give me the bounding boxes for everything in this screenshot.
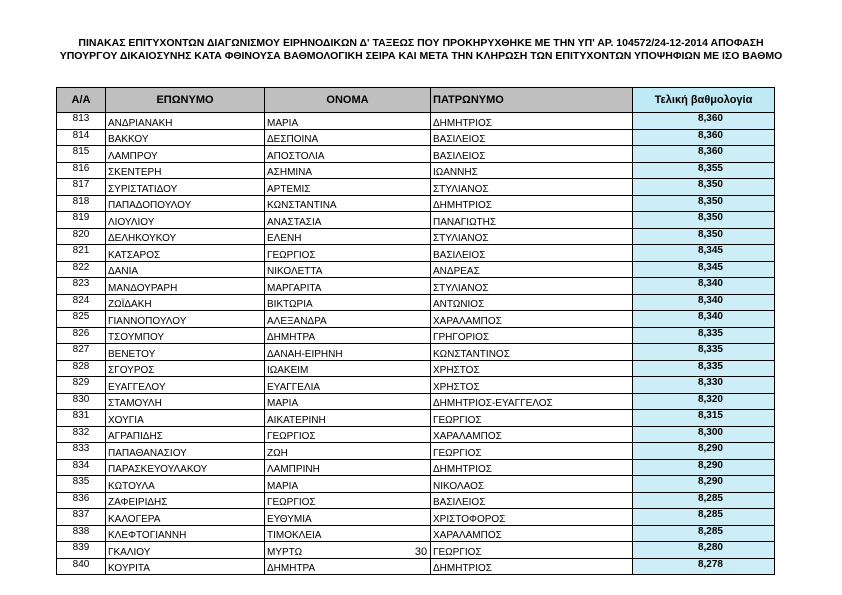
- table-row: [57, 113, 775, 130]
- table-row: [57, 344, 775, 361]
- table-row: [57, 377, 775, 394]
- cell-surname: ΔΑΝΙΑ: [106, 261, 265, 278]
- cell-final-score: 8,345: [633, 261, 775, 278]
- cell-name: ΔΕΣΠΟΙΝΑ: [265, 129, 431, 146]
- cell-aa: 840: [57, 558, 106, 575]
- cell-patronymic: ΔΗΜΗΤΡΙΟΣ: [431, 459, 633, 476]
- cell-patronymic: ΒΑΣΙΛΕΙΟΣ: [431, 245, 633, 262]
- table-row: [57, 311, 775, 328]
- cell-patronymic: ΓΡΗΓΟΡΙΟΣ: [431, 327, 633, 344]
- cell-final-score: 8,285: [633, 525, 775, 542]
- cell-final-score: 8,350: [633, 179, 775, 196]
- cell-aa: 836: [57, 492, 106, 509]
- column-header-surname: ΕΠΩΝΥΜΟ: [106, 88, 265, 113]
- cell-surname: ΚΑΤΣΑΡΟΣ: [106, 245, 265, 262]
- cell-final-score: 8,355: [633, 162, 775, 179]
- table-row: [57, 278, 775, 295]
- cell-aa: 816: [57, 162, 106, 179]
- cell-final-score: 8,280: [633, 542, 775, 559]
- cell-aa: 821: [57, 245, 106, 262]
- cell-surname: ΚΑΛΟΓΕΡΑ: [106, 509, 265, 526]
- cell-name: ΚΩΝΣΤΑΝΤΙΝΑ: [265, 195, 431, 212]
- table-row: [57, 327, 775, 344]
- cell-patronymic: ΧΑΡΑΛΑΜΠΟΣ: [431, 426, 633, 443]
- table-row: [57, 393, 775, 410]
- cell-final-score: 8,340: [633, 311, 775, 328]
- cell-patronymic: ΣΤΥΛΙΑΝΟΣ: [431, 278, 633, 295]
- cell-final-score: 8,350: [633, 195, 775, 212]
- cell-patronymic: ΣΤΥΛΙΑΝΟΣ: [431, 228, 633, 245]
- cell-surname: ΒΑΚΚΟΥ: [106, 129, 265, 146]
- cell-name: ΑΛΕΞΑΝΔΡΑ: [265, 311, 431, 328]
- cell-patronymic: ΧΑΡΑΛΑΜΠΟΣ: [431, 525, 633, 542]
- cell-aa: 815: [57, 146, 106, 163]
- cell-name: ΑΝΑΣΤΑΣΙΑ: [265, 212, 431, 229]
- cell-final-score: 8,335: [633, 344, 775, 361]
- cell-aa: 831: [57, 410, 106, 427]
- cell-aa: 825: [57, 311, 106, 328]
- cell-surname: ΛΑΜΠΡΟΥ: [106, 146, 265, 163]
- cell-aa: 826: [57, 327, 106, 344]
- table-row: [57, 146, 775, 163]
- cell-name: ΜΑΡΓΑΡΙΤΑ: [265, 278, 431, 295]
- cell-name: ΕΥΘΥΜΙΑ: [265, 509, 431, 526]
- document-title-line-2: ΥΠΟΥΡΓΟΥ ΔΙΚΑΙΟΣΥΝΗΣ ΚΑΤΑ ΦΘΙΝΟΥΣΑ ΒΑΘΜΟΛΟΓΙΚΗ ΣΕΙΡΑ ΚΑΙ ΜΕΤΑ ΤΗΝ ΚΛΗΡΩΣΗ ΤΩΝ ΕΠΙΤΥΧΟΝΤΩΝ ΥΠΟΨΗΦΙΩΝ ΜΕ ΙΣΟ ΒΑΘΜΟ: [59, 50, 783, 62]
- table-row: [57, 476, 775, 493]
- cell-final-score: 8,320: [633, 393, 775, 410]
- cell-patronymic: ΧΡΙΣΤΟΦΟΡΟΣ: [431, 509, 633, 526]
- cell-final-score: 8,290: [633, 443, 775, 460]
- cell-patronymic: ΔΗΜΗΤΡΙΟΣ: [431, 558, 633, 575]
- cell-patronymic: ΧΡΗΣΤΟΣ: [431, 377, 633, 394]
- cell-aa: 827: [57, 344, 106, 361]
- cell-aa: 819: [57, 212, 106, 229]
- cell-surname: ΠΑΡΑΣΚΕΥΟΥΛΑΚΟΥ: [106, 459, 265, 476]
- cell-surname: ΤΣΟΥΜΠΟΥ: [106, 327, 265, 344]
- cell-aa: 823: [57, 278, 106, 295]
- table-row: [57, 509, 775, 526]
- table-row: [57, 443, 775, 460]
- cell-final-score: 8,315: [633, 410, 775, 427]
- cell-aa: 822: [57, 261, 106, 278]
- cell-name: ΜΑΡΙΑ: [265, 113, 431, 130]
- table-row: [57, 261, 775, 278]
- table-row: [57, 294, 775, 311]
- cell-aa: 832: [57, 426, 106, 443]
- cell-surname: ΖΩΪΔΑΚΗ: [106, 294, 265, 311]
- cell-name: ΑΙΚΑΤΕΡΙΝΗ: [265, 410, 431, 427]
- cell-surname: ΑΓΡΑΠΙΔΗΣ: [106, 426, 265, 443]
- cell-aa: 828: [57, 360, 106, 377]
- cell-surname: ΖΑΦΕΙΡΙΔΗΣ: [106, 492, 265, 509]
- table-row: [57, 212, 775, 229]
- cell-patronymic: ΒΑΣΙΛΕΙΟΣ: [431, 146, 633, 163]
- cell-name: ΖΩΗ: [265, 443, 431, 460]
- cell-surname: ΓΚΑΛΙΟΥ: [106, 542, 265, 559]
- cell-aa: 829: [57, 377, 106, 394]
- table-row: [57, 525, 775, 542]
- cell-aa: 833: [57, 443, 106, 460]
- table-row: [57, 179, 775, 196]
- cell-aa: 830: [57, 393, 106, 410]
- cell-name: ΜΑΡΙΑ: [265, 476, 431, 493]
- cell-patronymic: ΔΗΜΗΤΡΙΟΣ: [431, 195, 633, 212]
- cell-final-score: 8,300: [633, 426, 775, 443]
- cell-aa: 818: [57, 195, 106, 212]
- cell-name: ΤΙΜΟΚΛΕΙΑ: [265, 525, 431, 542]
- cell-aa: 817: [57, 179, 106, 196]
- cell-aa: 835: [57, 476, 106, 493]
- cell-patronymic: ΣΤΥΛΙΑΝΟΣ: [431, 179, 633, 196]
- table-row: [57, 360, 775, 377]
- table-body: [57, 113, 775, 575]
- cell-final-score: 8,335: [633, 327, 775, 344]
- cell-aa: 813: [57, 113, 106, 130]
- column-header-patronymic: ΠΑΤΡΩΝΥΜΟ: [431, 88, 633, 113]
- cell-patronymic: ΑΝΤΩΝΙΟΣ: [431, 294, 633, 311]
- cell-patronymic: ΧΡΗΣΤΟΣ: [431, 360, 633, 377]
- cell-aa: 837: [57, 509, 106, 526]
- cell-name: ΔΑΝΑΗ-ΕΙΡΗΝΗ: [265, 344, 431, 361]
- cell-patronymic: ΚΩΝΣΤΑΝΤΙΝΟΣ: [431, 344, 633, 361]
- column-header-aa: Α/Α: [57, 88, 106, 113]
- table-header-row: [57, 88, 775, 113]
- cell-surname: ΚΛΕΦΤΟΓΙΑΝΝΗ: [106, 525, 265, 542]
- cell-name: ΕΛΕΝΗ: [265, 228, 431, 245]
- cell-patronymic: ΓΕΩΡΓΙΟΣ: [431, 410, 633, 427]
- cell-final-score: 8,335: [633, 360, 775, 377]
- cell-surname: ΔΕΛΗΚΟΥΚΟΥ: [106, 228, 265, 245]
- cell-surname: ΣΚΕΝΤΕΡΗ: [106, 162, 265, 179]
- cell-surname: ΣΥΡΙΣΤΑΤΙΔΟΥ: [106, 179, 265, 196]
- cell-final-score: 8,360: [633, 129, 775, 146]
- cell-patronymic: ΒΑΣΙΛΕΙΟΣ: [431, 129, 633, 146]
- cell-surname: ΒΕΝΕΤΟΥ: [106, 344, 265, 361]
- cell-surname: ΓΙΑΝΝΟΠΟΥΛΟΥ: [106, 311, 265, 328]
- cell-patronymic: ΒΑΣΙΛΕΙΟΣ: [431, 492, 633, 509]
- cell-name: ΔΗΜΗΤΡΑ: [265, 327, 431, 344]
- cell-patronymic: ΑΝΔΡΕΑΣ: [431, 261, 633, 278]
- cell-name: ΓΕΩΡΓΙΟΣ: [265, 245, 431, 262]
- cell-aa: 824: [57, 294, 106, 311]
- cell-surname: ΣΓΟΥΡΟΣ: [106, 360, 265, 377]
- table-row: [57, 459, 775, 476]
- cell-name: ΜΑΡΙΑ: [265, 393, 431, 410]
- table-row: [57, 129, 775, 146]
- cell-name: ΙΩΑΚΕΙΜ: [265, 360, 431, 377]
- cell-final-score: 8,360: [633, 146, 775, 163]
- cell-surname: ΠΑΠΑΔΟΠΟΥΛΟΥ: [106, 195, 265, 212]
- cell-final-score: 8,360: [633, 113, 775, 130]
- cell-final-score: 8,340: [633, 294, 775, 311]
- cell-name: ΓΕΩΡΓΙΟΣ: [265, 492, 431, 509]
- cell-name: ΕΥΑΓΓΕΛΙΑ: [265, 377, 431, 394]
- table-row: [57, 195, 775, 212]
- cell-name: ΓΕΩΡΓΙΟΣ: [265, 426, 431, 443]
- cell-patronymic: ΔΗΜΗΤΡΙΟΣ-ΕΥΑΓΓΕΛΟΣ: [431, 393, 633, 410]
- results-table: [56, 87, 775, 575]
- cell-final-score: 8,285: [633, 509, 775, 526]
- column-header-name: ΟΝΟΜΑ: [265, 88, 431, 113]
- cell-name: ΒΙΚΤΩΡΙΑ: [265, 294, 431, 311]
- cell-surname: ΜΑΝΔΟΥΡΑΡΗ: [106, 278, 265, 295]
- cell-final-score: 8,345: [633, 245, 775, 262]
- cell-surname: ΣΤΑΜΟΥΛΗ: [106, 393, 265, 410]
- cell-aa: 820: [57, 228, 106, 245]
- cell-name: ΛΑΜΠΡΙΝΗ: [265, 459, 431, 476]
- cell-aa: 839: [57, 542, 106, 559]
- cell-surname: ΧΟΥΓΙΑ: [106, 410, 265, 427]
- cell-surname: ΚΟΥΡΙΤΑ: [106, 558, 265, 575]
- table-row: [57, 492, 775, 509]
- cell-surname: ΚΩΤΟΥΛΑ: [106, 476, 265, 493]
- cell-name: ΑΠΟΣΤΟΛΙΑ: [265, 146, 431, 163]
- table-row: [57, 426, 775, 443]
- cell-final-score: 8,350: [633, 228, 775, 245]
- cell-patronymic: ΙΩΑΝΝΗΣ: [431, 162, 633, 179]
- table-row: [57, 410, 775, 427]
- cell-surname: ΕΥΑΓΓΕΛΟΥ: [106, 377, 265, 394]
- cell-patronymic: ΓΕΩΡΓΙΟΣ: [431, 542, 633, 559]
- cell-final-score: 8,285: [633, 492, 775, 509]
- cell-patronymic: ΝΙΚΟΛΑΟΣ: [431, 476, 633, 493]
- cell-patronymic: ΧΑΡΑΛΑΜΠΟΣ: [431, 311, 633, 328]
- cell-patronymic: ΓΕΩΡΓΙΟΣ: [431, 443, 633, 460]
- cell-surname: ΑΝΔΡΙΑΝΑΚΗ: [106, 113, 265, 130]
- column-header-final-score: Τελική βαθμολογία: [633, 88, 775, 113]
- cell-aa: 814: [57, 129, 106, 146]
- page-number: 30: [414, 546, 428, 558]
- table-row: [57, 245, 775, 262]
- cell-final-score: 8,340: [633, 278, 775, 295]
- cell-name: ΑΡΤΕΜΙΣ: [265, 179, 431, 196]
- cell-aa: 838: [57, 525, 106, 542]
- cell-surname: ΛΙΟΥΛΙΟΥ: [106, 212, 265, 229]
- table-row: [57, 558, 775, 575]
- table-row: [57, 228, 775, 245]
- cell-final-score: 8,330: [633, 377, 775, 394]
- cell-name: ΔΗΜΗΤΡΑ: [265, 558, 431, 575]
- table-row: [57, 162, 775, 179]
- cell-final-score: 8,278: [633, 558, 775, 575]
- cell-surname: ΠΑΠΑΘΑΝΑΣΙΟΥ: [106, 443, 265, 460]
- cell-patronymic: ΔΗΜΗΤΡΙΟΣ: [431, 113, 633, 130]
- cell-name: ΝΙΚΟΛΕΤΤΑ: [265, 261, 431, 278]
- cell-patronymic: ΠΑΝΑΓΙΩΤΗΣ: [431, 212, 633, 229]
- cell-final-score: 8,350: [633, 212, 775, 229]
- cell-name: ΑΣΗΜΙΝΑ: [265, 162, 431, 179]
- cell-aa: 834: [57, 459, 106, 476]
- cell-final-score: 8,290: [633, 459, 775, 476]
- document-title-line-1: ΠΙΝΑΚΑΣ ΕΠΙΤΥΧΟΝΤΩΝ ΔΙΑΓΩΝΙΣΜΟΥ ΕΙΡΗΝΟΔΙΚΩΝ Δ' ΤΑΞΕΩΣ ΠΟΥ ΠΡΟΚΗΡΥΧΘΗΚΕ ΜΕ ΤΗΝ ΥΠ' ΑΡ. 104572/24-12-2014 ΑΠΟΦΑΣΗ: [78, 37, 764, 49]
- cell-final-score: 8,290: [633, 476, 775, 493]
- cell-name: ΜΥΡΤΩ: [265, 542, 431, 559]
